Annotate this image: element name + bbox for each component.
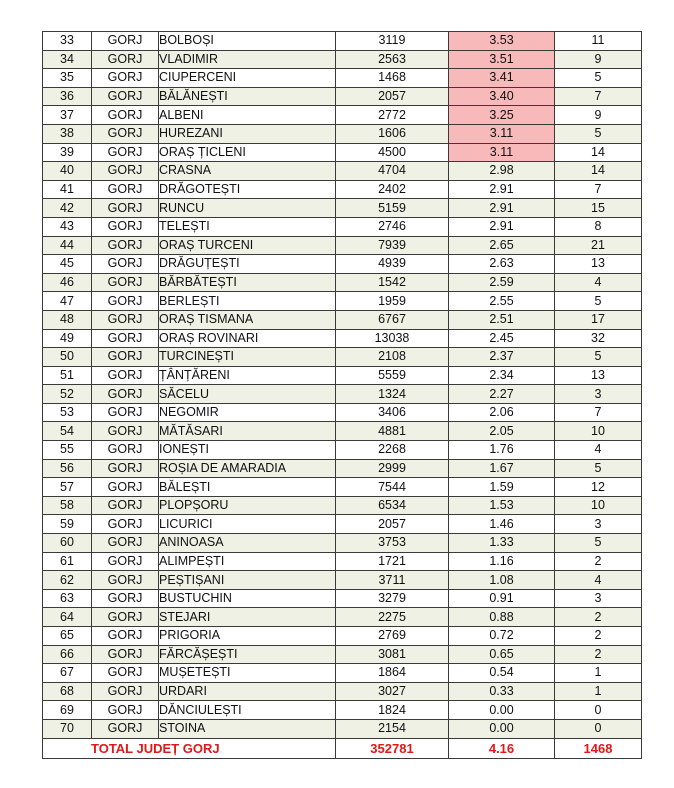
table-row [43,32,642,51]
total-rate: 4.16 [449,738,555,758]
row-number: 37 [43,106,92,125]
locality-cell: VLADIMIR [159,50,336,69]
county-cell: GORJ [92,441,159,460]
locality-cell: BĂLĂNEȘTI [159,87,336,106]
county-cell: GORJ [92,701,159,720]
row-number: 54 [43,422,92,441]
county-cell: GORJ [92,292,159,311]
row-number: 35 [43,69,92,88]
cases-cell: 2 [555,608,642,627]
cases-cell: 3 [555,589,642,608]
locality-cell: DĂNCIULEȘTI [159,701,336,720]
cases-cell: 12 [555,478,642,497]
table-body [43,32,642,739]
county-cell: GORJ [92,403,159,422]
rate-cell: 1.46 [449,515,555,534]
cases-cell: 14 [555,162,642,181]
locality-cell: MĂTĂSARI [159,422,336,441]
rate-cell: 0.88 [449,608,555,627]
rate-cell: 2.34 [449,366,555,385]
population-cell: 2746 [336,217,449,236]
rate-cell: 1.67 [449,459,555,478]
population-cell: 2154 [336,719,449,738]
cases-cell: 7 [555,87,642,106]
rate-cell: 3.11 [449,143,555,162]
locality-cell: RUNCU [159,199,336,218]
locality-cell: MUȘETEȘTI [159,664,336,683]
table-row [43,199,642,218]
population-cell: 3753 [336,534,449,553]
population-cell: 4881 [336,422,449,441]
county-cell: GORJ [92,645,159,664]
table-row [43,124,642,143]
table-row [43,589,642,608]
row-number: 43 [43,217,92,236]
population-cell: 2772 [336,106,449,125]
county-cell: GORJ [92,255,159,274]
row-number: 65 [43,627,92,646]
cases-cell: 1 [555,664,642,683]
rate-cell: 0.00 [449,701,555,720]
row-number: 53 [43,403,92,422]
rate-cell: 2.27 [449,385,555,404]
population-cell: 2769 [336,627,449,646]
locality-cell: BUSTUCHIN [159,589,336,608]
cases-cell: 7 [555,180,642,199]
table-row [43,478,642,497]
table-row [43,143,642,162]
rate-cell: 3.25 [449,106,555,125]
locality-cell: TELEȘTI [159,217,336,236]
rate-cell: 3.11 [449,124,555,143]
table-row [43,236,642,255]
row-number: 42 [43,199,92,218]
rate-cell: 3.41 [449,69,555,88]
rate-cell: 1.76 [449,441,555,460]
row-number: 49 [43,329,92,348]
county-cell: GORJ [92,422,159,441]
population-cell: 2268 [336,441,449,460]
cases-cell: 0 [555,701,642,720]
cases-cell: 8 [555,217,642,236]
table-row [43,403,642,422]
population-cell: 6534 [336,496,449,515]
row-number: 66 [43,645,92,664]
table-row [43,534,642,553]
county-cell: GORJ [92,571,159,590]
rate-cell: 1.53 [449,496,555,515]
population-cell: 2057 [336,87,449,106]
population-cell: 3027 [336,682,449,701]
county-cell: GORJ [92,50,159,69]
row-number: 68 [43,682,92,701]
row-number: 70 [43,719,92,738]
rate-cell: 2.45 [449,329,555,348]
row-number: 58 [43,496,92,515]
row-number: 33 [43,32,92,51]
population-cell: 1721 [336,552,449,571]
table-row [43,162,642,181]
rate-cell: 0.91 [449,589,555,608]
cases-cell: 15 [555,199,642,218]
rate-cell: 1.33 [449,534,555,553]
cases-cell: 10 [555,422,642,441]
row-number: 40 [43,162,92,181]
population-cell: 3711 [336,571,449,590]
table-row [43,645,642,664]
rate-cell: 2.65 [449,236,555,255]
population-cell: 5159 [336,199,449,218]
rate-cell: 2.91 [449,180,555,199]
table-row [43,552,642,571]
cases-cell: 4 [555,571,642,590]
cases-cell: 4 [555,441,642,460]
rate-cell: 3.40 [449,87,555,106]
county-cell: GORJ [92,496,159,515]
population-cell: 3279 [336,589,449,608]
county-cell: GORJ [92,162,159,181]
locality-cell: ORAȘ ROVINARI [159,329,336,348]
cases-cell: 21 [555,236,642,255]
row-number: 57 [43,478,92,497]
row-number: 59 [43,515,92,534]
county-cell: GORJ [92,552,159,571]
cases-cell: 2 [555,552,642,571]
county-cell: GORJ [92,385,159,404]
table-row [43,682,642,701]
table-row [43,273,642,292]
total-label: TOTAL JUDEȚ GORJ [43,738,336,758]
locality-cell: LICURICI [159,515,336,534]
table-row [43,310,642,329]
population-cell: 1468 [336,69,449,88]
row-number: 55 [43,441,92,460]
rate-cell: 2.51 [449,310,555,329]
county-cell: GORJ [92,719,159,738]
row-number: 52 [43,385,92,404]
population-cell: 7939 [336,236,449,255]
locality-cell: PLOPȘORU [159,496,336,515]
table-row [43,292,642,311]
cases-cell: 5 [555,459,642,478]
cases-cell: 5 [555,69,642,88]
table-row [43,50,642,69]
population-cell: 4939 [336,255,449,274]
table-row [43,106,642,125]
county-cell: GORJ [92,348,159,367]
county-cell: GORJ [92,589,159,608]
row-number: 50 [43,348,92,367]
population-cell: 1824 [336,701,449,720]
population-cell: 1959 [336,292,449,311]
row-number: 38 [43,124,92,143]
rate-cell: 3.51 [449,50,555,69]
rate-cell: 1.59 [449,478,555,497]
population-cell: 13038 [336,329,449,348]
population-cell: 2108 [336,348,449,367]
cases-cell: 5 [555,124,642,143]
county-cell: GORJ [92,87,159,106]
rate-cell: 1.08 [449,571,555,590]
table-row [43,422,642,441]
county-cell: GORJ [92,69,159,88]
rate-cell: 2.91 [449,217,555,236]
county-cell: GORJ [92,180,159,199]
total-cases: 1468 [555,738,642,758]
cases-cell: 5 [555,534,642,553]
row-number: 45 [43,255,92,274]
locality-cell: ALBENI [159,106,336,125]
county-cell: GORJ [92,682,159,701]
locality-cell: ORAȘ TISMANA [159,310,336,329]
table-row [43,69,642,88]
cases-cell: 9 [555,106,642,125]
table-row [43,366,642,385]
county-cell: GORJ [92,199,159,218]
locality-cell: NEGOMIR [159,403,336,422]
county-cell: GORJ [92,608,159,627]
table-row [43,664,642,683]
locality-cell: BOLBOȘI [159,32,336,51]
locality-cell: HUREZANI [159,124,336,143]
population-cell: 2999 [336,459,449,478]
cases-cell: 2 [555,627,642,646]
population-cell: 3406 [336,403,449,422]
cases-cell: 5 [555,348,642,367]
county-cell: GORJ [92,124,159,143]
rate-cell: 2.98 [449,162,555,181]
table-row [43,515,642,534]
locality-cell: BĂRBĂTEȘTI [159,273,336,292]
locality-cell: PEȘTIȘANI [159,571,336,590]
locality-cell: DRĂGUȚEȘTI [159,255,336,274]
total-population: 352781 [336,738,449,758]
table-row [43,385,642,404]
row-number: 47 [43,292,92,311]
total-row [43,738,642,758]
table-row [43,459,642,478]
row-number: 56 [43,459,92,478]
cases-cell: 3 [555,515,642,534]
cases-cell: 17 [555,310,642,329]
locality-cell: STOINA [159,719,336,738]
population-cell: 2402 [336,180,449,199]
cases-cell: 1 [555,682,642,701]
population-cell: 6767 [336,310,449,329]
table-row [43,441,642,460]
county-cell: GORJ [92,515,159,534]
table-row [43,608,642,627]
table-row [43,255,642,274]
row-number: 46 [43,273,92,292]
rate-cell: 2.55 [449,292,555,311]
county-cell: GORJ [92,534,159,553]
county-cell: GORJ [92,32,159,51]
cases-cell: 2 [555,645,642,664]
population-cell: 2275 [336,608,449,627]
row-number: 34 [43,50,92,69]
rate-cell: 2.37 [449,348,555,367]
county-cell: GORJ [92,478,159,497]
locality-cell: PRIGORIA [159,627,336,646]
population-cell: 4704 [336,162,449,181]
cases-cell: 14 [555,143,642,162]
county-cell: GORJ [92,236,159,255]
county-cell: GORJ [92,310,159,329]
locality-cell: FĂRCĂȘEȘTI [159,645,336,664]
population-cell: 3081 [336,645,449,664]
county-cell: GORJ [92,627,159,646]
table-row [43,348,642,367]
row-number: 51 [43,366,92,385]
county-cell: GORJ [92,459,159,478]
locality-cell: ORAȘ TURCENI [159,236,336,255]
rate-cell: 2.05 [449,422,555,441]
row-number: 61 [43,552,92,571]
row-number: 41 [43,180,92,199]
row-number: 39 [43,143,92,162]
cases-cell: 5 [555,292,642,311]
rate-cell: 2.63 [449,255,555,274]
population-cell: 1606 [336,124,449,143]
county-cell: GORJ [92,273,159,292]
rate-cell: 0.65 [449,645,555,664]
row-number: 69 [43,701,92,720]
population-cell: 2563 [336,50,449,69]
population-cell: 4500 [336,143,449,162]
cases-cell: 3 [555,385,642,404]
locality-cell: ȚÂNȚĂRENI [159,366,336,385]
population-cell: 1324 [336,385,449,404]
locality-cell: URDARI [159,682,336,701]
locality-cell: ALIMPEȘTI [159,552,336,571]
cases-cell: 4 [555,273,642,292]
table-row [43,87,642,106]
table-row [43,329,642,348]
locality-cell: SĂCELU [159,385,336,404]
rate-cell: 1.16 [449,552,555,571]
table-row [43,701,642,720]
rate-cell: 2.91 [449,199,555,218]
locality-cell: CRASNA [159,162,336,181]
row-number: 44 [43,236,92,255]
rate-cell: 0.33 [449,682,555,701]
rate-cell: 0.72 [449,627,555,646]
row-number: 64 [43,608,92,627]
cases-cell: 9 [555,50,642,69]
row-number: 48 [43,310,92,329]
rate-cell: 0.54 [449,664,555,683]
cases-cell: 32 [555,329,642,348]
table-row [43,627,642,646]
cases-cell: 0 [555,719,642,738]
row-number: 63 [43,589,92,608]
county-cell: GORJ [92,329,159,348]
cases-cell: 7 [555,403,642,422]
locality-cell: CIUPERCENI [159,69,336,88]
county-cell: GORJ [92,366,159,385]
table-row [43,496,642,515]
population-cell: 1864 [336,664,449,683]
table-row [43,217,642,236]
table-row [43,571,642,590]
county-cell: GORJ [92,143,159,162]
locality-cell: ORAȘ ȚICLENI [159,143,336,162]
cases-cell: 13 [555,255,642,274]
population-cell: 7544 [336,478,449,497]
rate-cell: 3.53 [449,32,555,51]
population-cell: 1542 [336,273,449,292]
row-number: 60 [43,534,92,553]
locality-cell: STEJARI [159,608,336,627]
population-cell: 3119 [336,32,449,51]
locality-cell: IONEȘTI [159,441,336,460]
locality-cell: ROȘIA DE AMARADIA [159,459,336,478]
locality-cell: BĂLEȘTI [159,478,336,497]
county-cell: GORJ [92,664,159,683]
row-number: 36 [43,87,92,106]
table-row [43,719,642,738]
rate-cell: 2.59 [449,273,555,292]
county-cell: GORJ [92,217,159,236]
locality-cell: TURCINEȘTI [159,348,336,367]
table-row [43,180,642,199]
cases-cell: 10 [555,496,642,515]
locality-cell: BERLEȘTI [159,292,336,311]
cases-cell: 13 [555,366,642,385]
incidence-table [42,31,642,759]
locality-cell: DRĂGOTEȘTI [159,180,336,199]
row-number: 62 [43,571,92,590]
population-cell: 2057 [336,515,449,534]
rate-cell: 0.00 [449,719,555,738]
county-cell: GORJ [92,106,159,125]
rate-cell: 2.06 [449,403,555,422]
locality-cell: ANINOASA [159,534,336,553]
population-cell: 5559 [336,366,449,385]
cases-cell: 11 [555,32,642,51]
row-number: 67 [43,664,92,683]
